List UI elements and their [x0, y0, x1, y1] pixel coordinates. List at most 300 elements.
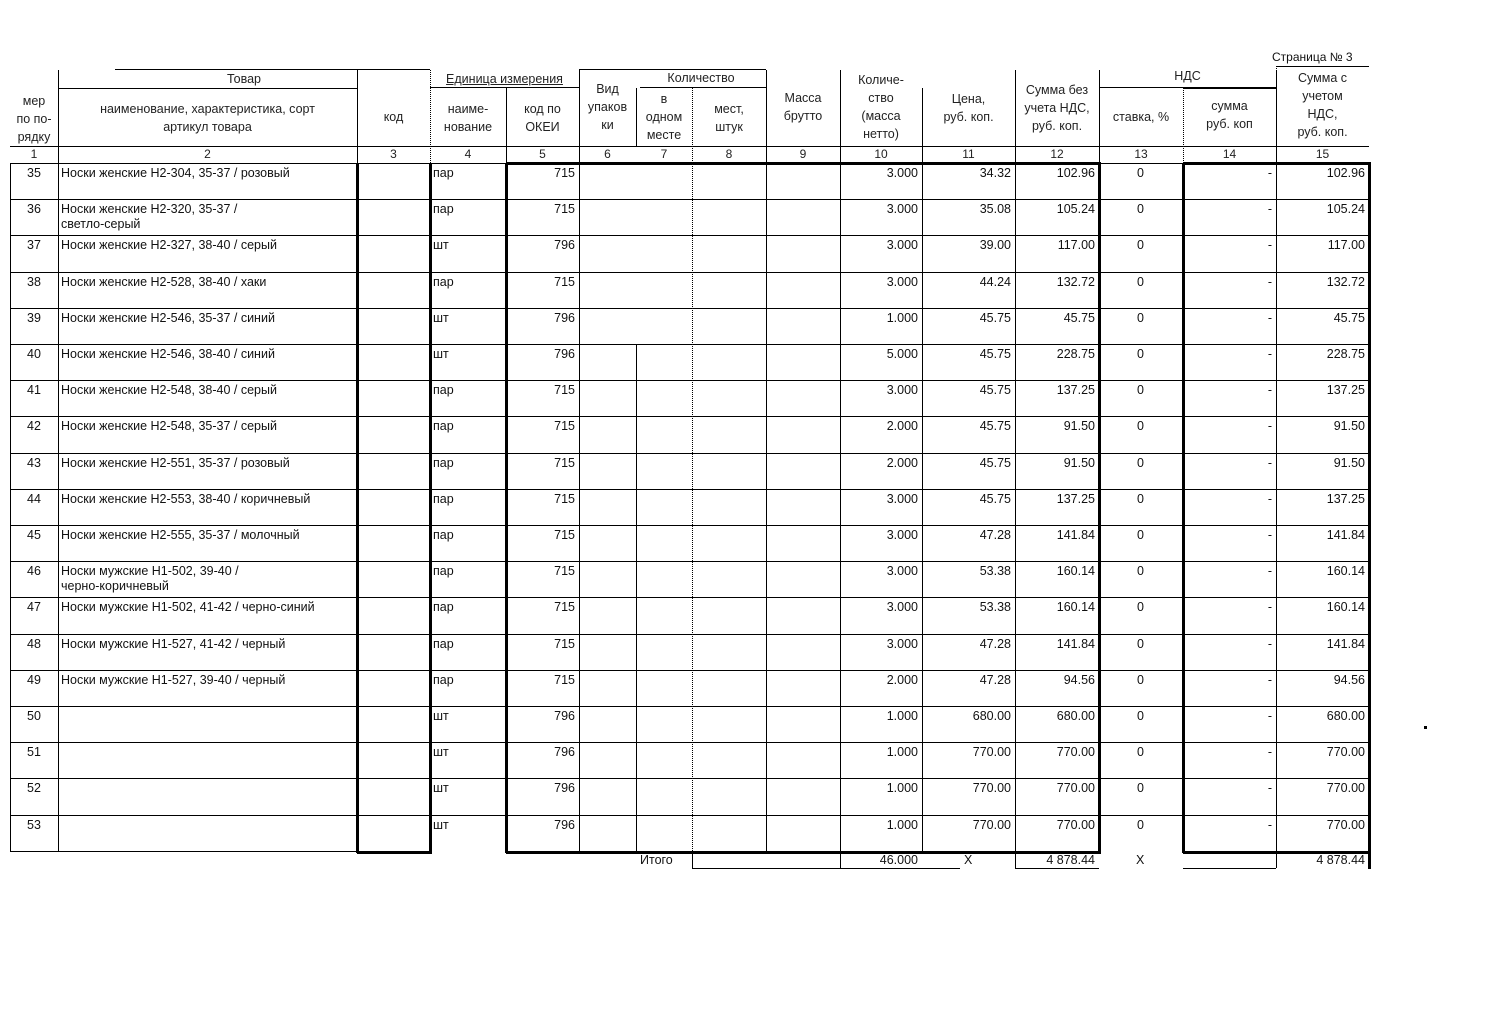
- row-number: 46: [27, 564, 41, 579]
- net-quantity: 3.000: [886, 491, 918, 506]
- grid-vline: [506, 88, 507, 163]
- vat-sum: -: [1267, 817, 1272, 832]
- sum-with-vat: 137.25: [1326, 383, 1365, 398]
- grid-vline: [1099, 70, 1100, 163]
- sum-with-vat: 160.14: [1326, 600, 1365, 615]
- price: 770.00: [972, 781, 1011, 796]
- totals-rate-placeholder: X: [1136, 852, 1145, 867]
- vat-sum: -: [1267, 564, 1272, 579]
- sum-with-vat: 105.24: [1326, 202, 1365, 217]
- header-col-net-qty-line: нетто): [863, 127, 899, 141]
- vat-rate: 0: [1137, 238, 1144, 253]
- table-row: [0, 528, 1500, 564]
- header-col-sum-no-vat-line: учета НДС,: [1024, 101, 1090, 115]
- grid-hline: [640, 87, 766, 88]
- price: 44.24: [979, 274, 1011, 289]
- okei-code: 715: [554, 636, 575, 651]
- sum-without-vat: 160.14: [1056, 600, 1095, 615]
- product-name: Носки женские Н2-327, 38-40 / серый: [61, 238, 277, 253]
- sum-with-vat: 141.84: [1326, 528, 1365, 542]
- product-name: Носки женские Н2-548, 35-37 / серый: [61, 419, 277, 434]
- net-quantity: 3.000: [886, 383, 918, 398]
- header-col-total-line: руб. коп.: [1297, 125, 1348, 139]
- sum-without-vat: 45.75: [1063, 310, 1095, 325]
- header-col-row-number-line: мер: [22, 94, 46, 108]
- vat-sum: -: [1267, 600, 1272, 615]
- sum-without-vat: 137.25: [1056, 491, 1095, 506]
- okei-code: 796: [554, 238, 575, 253]
- sum-with-vat: 770.00: [1326, 745, 1365, 760]
- vat-rate: 0: [1137, 274, 1144, 289]
- header-col-row-number: [10, 92, 58, 146]
- grid-dotted-vline: [430, 70, 431, 163]
- vat-sum: -: [1267, 347, 1272, 361]
- grid-vline: [58, 70, 59, 163]
- vat-rate: 0: [1137, 383, 1144, 398]
- header-col-number: 11: [962, 147, 975, 161]
- header-col-number: 9: [799, 147, 807, 161]
- grid-thick-hline: [506, 162, 1101, 165]
- vat-rate: 0: [1137, 491, 1144, 506]
- vat-sum: -: [1267, 745, 1272, 760]
- unit-name: пар: [433, 528, 454, 542]
- unit-name: пар: [433, 383, 454, 398]
- row-number: 39: [27, 310, 41, 325]
- price: 45.75: [979, 347, 1011, 361]
- row-number: 41: [27, 383, 41, 398]
- price: 45.75: [979, 310, 1011, 325]
- net-quantity: 2.000: [886, 419, 918, 434]
- unit-name: шт: [433, 347, 449, 361]
- row-number: 50: [27, 709, 41, 723]
- net-quantity: 3.000: [886, 166, 918, 180]
- sum-without-vat: 770.00: [1056, 781, 1095, 796]
- header-col-package-line: ки: [601, 118, 614, 132]
- grid-vline: [840, 70, 841, 163]
- header-col-vat-sum-line: сумма: [1211, 99, 1248, 113]
- totals-sum-without-vat: 4 878.44: [1046, 852, 1095, 867]
- vat-sum: -: [1267, 419, 1272, 434]
- product-name: Носки женские Н2-528, 38-40 / хаки: [61, 274, 267, 289]
- row-number: 47: [27, 600, 41, 615]
- header-col-row-number-line: рядку: [17, 130, 51, 144]
- sum-with-vat: 91.50: [1333, 455, 1365, 470]
- grid-hline: [1276, 66, 1369, 67]
- vat-rate: 0: [1137, 347, 1144, 361]
- okei-code: 715: [554, 564, 575, 579]
- price: 770.00: [972, 745, 1011, 760]
- row-number: 52: [27, 781, 41, 796]
- okei-code: 715: [554, 455, 575, 470]
- vat-rate: 0: [1137, 600, 1144, 615]
- header-col-number: 8: [725, 147, 733, 161]
- header-col-net-qty: [840, 71, 922, 143]
- grid-vline: [1015, 70, 1016, 163]
- header-col-net-qty-line: ство: [868, 91, 894, 105]
- sum-without-vat: 228.75: [1056, 347, 1095, 361]
- scan-speck: [1424, 726, 1427, 729]
- sum-without-vat: 105.24: [1056, 202, 1095, 217]
- header-col-total: [1276, 69, 1369, 141]
- product-name: светло-серый: [61, 217, 141, 232]
- vat-rate: 0: [1137, 781, 1144, 796]
- grid-vline: [579, 70, 580, 163]
- table-row: [0, 673, 1500, 709]
- grid-vline: [357, 70, 358, 163]
- unit-name: пар: [433, 274, 454, 289]
- price: 47.28: [979, 636, 1011, 651]
- header-col-number: 4: [464, 147, 472, 161]
- table-row: [0, 311, 1500, 347]
- price: 34.32: [979, 166, 1011, 180]
- unit-name: шт: [433, 745, 449, 760]
- sum-without-vat: 680.00: [1056, 709, 1095, 723]
- unit-name: шт: [433, 310, 449, 325]
- grid-hline: [692, 868, 840, 869]
- grid-hline: [10, 146, 1369, 147]
- sum-without-vat: 132.72: [1056, 274, 1095, 289]
- net-quantity: 1.000: [886, 745, 918, 760]
- unit-name: пар: [433, 455, 454, 470]
- header-col-gross: [766, 89, 840, 125]
- vat-rate: 0: [1137, 166, 1144, 180]
- header-col-vat-rate: [1099, 108, 1183, 126]
- header-col-total-line: Сумма с: [1298, 71, 1347, 85]
- header-col-gross-line: брутто: [783, 109, 823, 123]
- okei-code: 715: [554, 274, 575, 289]
- grid-hline: [579, 69, 766, 70]
- header-col-price-line: Цена,: [951, 92, 986, 106]
- sum-with-vat: 132.72: [1326, 274, 1365, 289]
- header-col-sum-no-vat-line: Сумма без: [1025, 83, 1089, 97]
- okei-code: 715: [554, 419, 575, 434]
- okei-code: 796: [554, 347, 575, 361]
- product-name: черно-коричневый: [61, 579, 169, 594]
- header-col-unit-name: [430, 100, 506, 136]
- sum-without-vat: 770.00: [1056, 817, 1095, 832]
- okei-code: 715: [554, 600, 575, 615]
- sum-without-vat: 117.00: [1057, 238, 1095, 253]
- totals-label: Итого: [640, 852, 673, 867]
- grid-hline: [840, 868, 960, 869]
- table-row: [0, 600, 1500, 636]
- header-col-per-place-line: одном: [645, 110, 683, 124]
- grid-thick-hline: [1183, 162, 1371, 165]
- okei-code: 796: [554, 817, 575, 832]
- okei-code: 796: [554, 310, 575, 325]
- sum-without-vat: 91.50: [1063, 419, 1095, 434]
- vat-sum: -: [1267, 636, 1272, 651]
- header-col-price: [922, 90, 1015, 126]
- okei-code: 715: [554, 383, 575, 398]
- sum-with-vat: 91.50: [1333, 419, 1365, 434]
- header-col-net-qty-line: (масса: [861, 109, 901, 123]
- product-name: Носки мужские Н1-527, 39-40 / черный: [61, 672, 286, 687]
- unit-name: шт: [433, 781, 449, 796]
- vat-sum: -: [1267, 455, 1272, 470]
- unit-name: шт: [433, 709, 449, 723]
- header-col-name: [58, 100, 357, 136]
- sum-with-vat: 160.14: [1326, 564, 1365, 579]
- sum-with-vat: 45.75: [1333, 310, 1365, 325]
- table-row: [0, 419, 1500, 455]
- vat-rate: 0: [1137, 745, 1144, 760]
- sum-without-vat: 102.96: [1056, 166, 1095, 180]
- grid-vline: [766, 70, 767, 163]
- header-col-price-line: руб. коп.: [943, 110, 994, 124]
- vat-sum: -: [1267, 274, 1272, 289]
- table-row: [0, 456, 1500, 492]
- vat-sum: -: [1267, 202, 1272, 217]
- net-quantity: 2.000: [886, 455, 918, 470]
- vat-sum: -: [1267, 672, 1272, 687]
- header-col-vat-sum: [1183, 97, 1276, 133]
- header-col-total-line: учетом: [1302, 89, 1343, 103]
- okei-code: 796: [554, 781, 575, 796]
- grid-hline: [58, 88, 357, 89]
- header-group-tovar: Товар: [226, 72, 261, 86]
- header-col-number: 14: [1222, 147, 1237, 161]
- header-col-okei: [506, 100, 579, 136]
- vat-rate: 0: [1137, 310, 1144, 325]
- unit-name: пар: [433, 636, 454, 651]
- table-row: [0, 383, 1500, 419]
- table-row: [0, 818, 1500, 854]
- vat-rate: 0: [1137, 672, 1144, 687]
- price: 47.28: [979, 528, 1011, 542]
- header-col-number: 12: [1050, 147, 1064, 161]
- unit-name: шт: [433, 817, 449, 832]
- product-name: Носки женские Н2-553, 38-40 / коричневый: [61, 491, 311, 506]
- sum-with-vat: 228.75: [1326, 347, 1365, 361]
- unit-name: пар: [433, 564, 454, 579]
- sum-without-vat: 94.56: [1063, 672, 1095, 687]
- price: 53.38: [979, 564, 1011, 579]
- header-col-per-place-line: в: [660, 92, 668, 106]
- header-col-total-line: НДС,: [1307, 107, 1338, 121]
- net-quantity: 3.000: [886, 636, 918, 651]
- product-name: Носки женские Н2-320, 35-37 /: [61, 202, 238, 217]
- row-number: 53: [27, 817, 41, 832]
- row-number: 40: [27, 347, 41, 361]
- price: 45.75: [979, 383, 1011, 398]
- price: 45.75: [979, 455, 1011, 470]
- product-name: Носки женские Н2-304, 35-37 / розовый: [61, 166, 290, 180]
- price: 53.38: [979, 600, 1011, 615]
- price: 45.75: [979, 491, 1011, 506]
- header-col-row-number-line: по по-: [16, 112, 52, 126]
- header-col-per-place-line: месте: [646, 128, 682, 142]
- totals-quantity: 46.000: [879, 852, 918, 867]
- header-group-vat: НДС: [1174, 69, 1201, 83]
- row-number: 49: [27, 672, 41, 687]
- header-col-places: [692, 100, 766, 136]
- okei-code: 796: [554, 745, 575, 760]
- vat-rate: 0: [1137, 564, 1144, 579]
- header-col-sum-no-vat: [1015, 81, 1099, 135]
- okei-code: 796: [554, 709, 575, 723]
- product-name: Носки мужские Н1-502, 41-42 / черно-синий: [61, 600, 315, 615]
- table-row: [0, 745, 1500, 781]
- sum-without-vat: 91.50: [1063, 455, 1095, 470]
- sum-with-vat: 770.00: [1326, 817, 1365, 832]
- unit-name: пар: [433, 202, 454, 217]
- header-col-unit-name-line: наиме-: [447, 102, 489, 116]
- unit-name: пар: [433, 600, 454, 615]
- net-quantity: 1.000: [886, 781, 918, 796]
- price: 770.00: [972, 817, 1011, 832]
- okei-code: 715: [554, 202, 575, 217]
- header-col-number: 15: [1315, 147, 1330, 161]
- product-name: Носки мужские Н1-502, 39-40 /: [61, 564, 239, 579]
- sum-without-vat: 770.00: [1056, 745, 1095, 760]
- price: 47.28: [979, 672, 1011, 687]
- grid-dotted-vline: [1276, 68, 1277, 163]
- header-col-number: 7: [660, 147, 668, 161]
- sum-with-vat: 117.00: [1327, 238, 1365, 253]
- header-col-number: 10: [874, 147, 888, 161]
- header-col-number: 3: [390, 147, 397, 161]
- unit-name: пар: [433, 491, 454, 506]
- sum-without-vat: 160.14: [1056, 564, 1095, 579]
- price: 39.00: [979, 238, 1011, 253]
- net-quantity: 1.000: [886, 709, 918, 723]
- header-col-places-line: штук: [715, 120, 743, 134]
- net-quantity: 2.000: [886, 672, 918, 687]
- sum-with-vat: 770.00: [1326, 781, 1365, 796]
- row-number: 36: [27, 202, 41, 217]
- grid-hline: [115, 69, 430, 70]
- table-row: [0, 347, 1500, 383]
- header-col-number: 5: [539, 147, 546, 161]
- header-col-okei-line: ОКЕИ: [525, 120, 560, 134]
- net-quantity: 3.000: [886, 600, 918, 615]
- row-number: 37: [27, 238, 41, 253]
- sum-without-vat: 141.84: [1056, 528, 1095, 542]
- sum-without-vat: 137.25: [1056, 383, 1095, 398]
- unit-name: пар: [433, 166, 454, 180]
- table-row: [0, 564, 1500, 600]
- net-quantity: 5.000: [886, 347, 918, 361]
- grid-hline: [430, 87, 579, 88]
- net-quantity: 3.000: [886, 528, 918, 542]
- net-quantity: 1.000: [886, 310, 918, 325]
- table-row: [0, 637, 1500, 673]
- unit-name: пар: [433, 419, 454, 434]
- header-col-package-line: Вид: [596, 82, 619, 96]
- table-row: [0, 275, 1500, 311]
- net-quantity: 3.000: [886, 238, 918, 253]
- okei-code: 715: [554, 166, 575, 180]
- price: 45.75: [979, 419, 1011, 434]
- sum-with-vat: 137.25: [1326, 491, 1365, 506]
- vat-rate: 0: [1137, 636, 1144, 651]
- totals-price-placeholder: X: [964, 852, 973, 867]
- grid-dotted-vline: [1183, 88, 1184, 163]
- vat-rate: 0: [1137, 709, 1144, 723]
- row-number: 42: [27, 419, 41, 434]
- unit-name: шт: [433, 238, 449, 253]
- sum-with-vat: 141.84: [1326, 636, 1365, 651]
- table-row: [0, 166, 1500, 202]
- product-name: Носки женские Н2-555, 35-37 / молочный: [61, 528, 300, 542]
- table-row: [0, 492, 1500, 528]
- header-col-name-line: наименование, характеристика, сорт: [100, 102, 315, 116]
- product-name: Носки женские Н2-546, 38-40 / синий: [61, 347, 275, 361]
- grid-dotted-vline: [692, 88, 693, 163]
- table-row: [0, 781, 1500, 817]
- header-col-per-place: [636, 90, 692, 144]
- okei-code: 715: [554, 491, 575, 506]
- header-col-vat-rate-line: ставка, %: [1112, 110, 1170, 124]
- net-quantity: 3.000: [886, 274, 918, 289]
- vat-sum: -: [1267, 781, 1272, 796]
- product-name: Носки женские Н2-546, 35-37 / синий: [61, 310, 275, 325]
- row-number: 43: [27, 455, 41, 470]
- vat-sum: -: [1267, 238, 1272, 253]
- row-number: 48: [27, 636, 41, 651]
- header-col-places-line: мест,: [714, 102, 744, 116]
- header-col-vat-sum-line: руб. коп: [1206, 117, 1253, 131]
- table-row: [0, 238, 1500, 274]
- net-quantity: 3.000: [886, 202, 918, 217]
- row-number: 38: [27, 274, 41, 289]
- header-group-unit: Единица измерения: [446, 72, 563, 86]
- vat-sum: -: [1267, 491, 1272, 506]
- vat-sum: -: [1267, 709, 1272, 723]
- header-col-number: 6: [604, 147, 611, 161]
- row-number: 35: [27, 166, 41, 180]
- header-col-number: 13: [1134, 147, 1148, 161]
- product-name: Носки мужские Н1-527, 41-42 / черный: [61, 636, 286, 651]
- vat-rate: 0: [1137, 202, 1144, 217]
- vat-rate: 0: [1137, 455, 1144, 470]
- sum-with-vat: 102.96: [1326, 166, 1365, 180]
- header-col-package-line: упаков: [587, 100, 628, 114]
- header-col-gross-line: Масса: [784, 91, 822, 105]
- row-number: 44: [27, 491, 41, 506]
- net-quantity: 1.000: [886, 817, 918, 832]
- okei-code: 715: [554, 672, 575, 687]
- header-col-number: 2: [204, 147, 211, 161]
- vat-rate: 0: [1137, 419, 1144, 434]
- sum-without-vat: 141.84: [1056, 636, 1095, 651]
- net-quantity: 3.000: [886, 564, 918, 579]
- table-row: [0, 202, 1500, 238]
- header-col-number: 1: [30, 147, 38, 161]
- header-col-code: [357, 108, 430, 126]
- header-col-name-line: артикул товара: [163, 120, 252, 134]
- sum-with-vat: 680.00: [1326, 709, 1365, 723]
- vat-rate: 0: [1137, 528, 1144, 542]
- sum-with-vat: 94.56: [1333, 672, 1365, 687]
- grid-vline: [922, 88, 923, 163]
- totals-sum-with-vat: 4 878.44: [1316, 852, 1365, 867]
- header-col-unit-name-line: нование: [443, 120, 493, 134]
- header-group-qty: Количество: [667, 71, 735, 85]
- grid-hline: [1015, 868, 1099, 869]
- vat-rate: 0: [1137, 817, 1144, 832]
- page-number-label: Страница № 3: [1272, 50, 1353, 64]
- price: 680.00: [972, 709, 1011, 723]
- header-col-okei-line: код по: [524, 102, 561, 116]
- okei-code: 715: [554, 528, 575, 542]
- grid-vline: [636, 88, 637, 146]
- vat-sum: -: [1267, 310, 1272, 325]
- product-name: Носки женские Н2-548, 38-40 / серый: [61, 383, 277, 398]
- price: 35.08: [979, 202, 1011, 217]
- grid-hline: [1183, 88, 1276, 89]
